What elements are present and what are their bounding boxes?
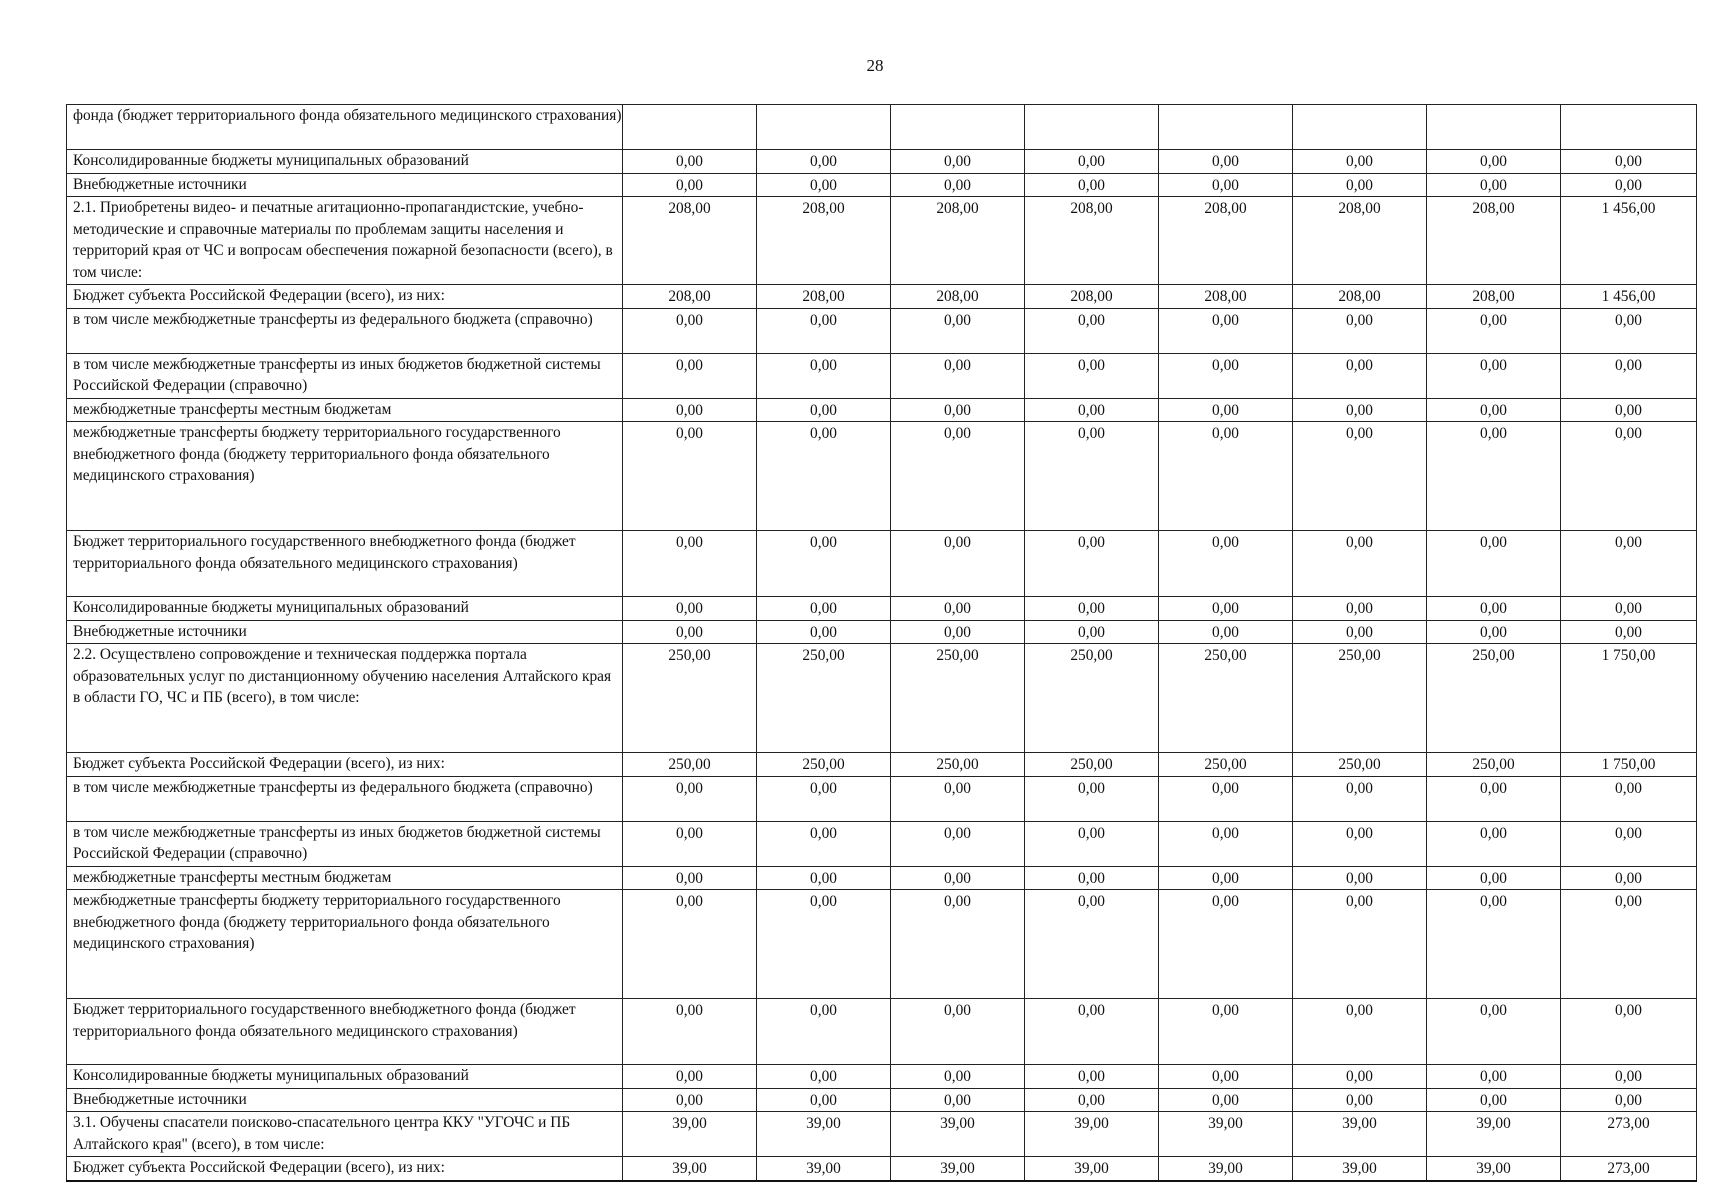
value-cell: 250,00 bbox=[891, 753, 1025, 777]
value-cell: 0,00 bbox=[891, 1065, 1025, 1089]
value-cell: 0,00 bbox=[1159, 1088, 1293, 1112]
value-cell: 39,00 bbox=[623, 1157, 757, 1181]
value-cell: 0,00 bbox=[757, 1088, 891, 1112]
value-cell: 0,00 bbox=[623, 620, 757, 644]
value-cell: 0,00 bbox=[891, 308, 1025, 353]
value-cell: 0,00 bbox=[1293, 776, 1427, 821]
table-row bbox=[67, 776, 1697, 821]
value-cell: 0,00 bbox=[1293, 398, 1427, 422]
value-cell: 0,00 bbox=[1159, 353, 1293, 398]
value-cell: 273,00 bbox=[1561, 1112, 1697, 1157]
value-cell: 39,00 bbox=[1025, 1112, 1159, 1157]
table-row bbox=[67, 1112, 1697, 1157]
table-row bbox=[67, 597, 1697, 621]
value-cell: 0,00 bbox=[1561, 597, 1697, 621]
value-cell: 0,00 bbox=[623, 422, 757, 531]
value-cell: 0,00 bbox=[1293, 173, 1427, 197]
value-cell: 0,00 bbox=[1159, 620, 1293, 644]
value-cell: 0,00 bbox=[757, 150, 891, 174]
value-cell: 0,00 bbox=[757, 308, 891, 353]
table-row bbox=[67, 821, 1697, 866]
table-row bbox=[67, 105, 1697, 150]
value-cell: 0,00 bbox=[1025, 620, 1159, 644]
value-cell: 0,00 bbox=[1427, 890, 1561, 999]
value-cell: 0,00 bbox=[1561, 999, 1697, 1065]
value-cell: 0,00 bbox=[623, 1065, 757, 1089]
table-row bbox=[67, 531, 1697, 597]
value-cell: 0,00 bbox=[1293, 353, 1427, 398]
value-cell: 0,00 bbox=[891, 173, 1025, 197]
table-row bbox=[67, 308, 1697, 353]
table-row bbox=[67, 150, 1697, 174]
value-cell: 0,00 bbox=[1427, 353, 1561, 398]
value-cell: 39,00 bbox=[757, 1157, 891, 1181]
value-cell: 0,00 bbox=[623, 776, 757, 821]
value-cell: 0,00 bbox=[623, 597, 757, 621]
value-cell: 1 456,00 bbox=[1561, 197, 1697, 285]
value-cell bbox=[1293, 105, 1427, 150]
value-cell: 0,00 bbox=[623, 866, 757, 890]
value-cell: 0,00 bbox=[1293, 999, 1427, 1065]
value-cell: 0,00 bbox=[1293, 890, 1427, 999]
value-cell: 0,00 bbox=[623, 173, 757, 197]
value-cell: 208,00 bbox=[1427, 197, 1561, 285]
value-cell: 0,00 bbox=[623, 821, 757, 866]
table-row bbox=[67, 753, 1697, 777]
value-cell: 0,00 bbox=[623, 531, 757, 597]
value-cell: 0,00 bbox=[891, 1088, 1025, 1112]
value-cell: 0,00 bbox=[1561, 776, 1697, 821]
value-cell: 0,00 bbox=[1025, 531, 1159, 597]
value-cell: 0,00 bbox=[1159, 821, 1293, 866]
value-cell: 0,00 bbox=[1427, 620, 1561, 644]
value-cell: 250,00 bbox=[891, 644, 1025, 753]
value-cell: 39,00 bbox=[1427, 1112, 1561, 1157]
value-cell: 0,00 bbox=[623, 398, 757, 422]
value-cell: 0,00 bbox=[1025, 597, 1159, 621]
table-row bbox=[67, 173, 1697, 197]
value-cell: 0,00 bbox=[1427, 866, 1561, 890]
value-cell: 250,00 bbox=[1025, 644, 1159, 753]
value-cell: 1 750,00 bbox=[1561, 644, 1697, 753]
table-row bbox=[67, 866, 1697, 890]
value-cell: 0,00 bbox=[1561, 1065, 1697, 1089]
value-cell: 0,00 bbox=[1561, 398, 1697, 422]
value-cell: 0,00 bbox=[1025, 776, 1159, 821]
value-cell: 0,00 bbox=[1561, 308, 1697, 353]
value-cell: 0,00 bbox=[757, 999, 891, 1065]
value-cell: 250,00 bbox=[757, 644, 891, 753]
row-label: межбюджетные трансферты бюджету территориального государственного внебюджетного фонда (бюджету территориального фонда обязательного медицинского страхования) bbox=[67, 422, 623, 531]
value-cell: 0,00 bbox=[757, 866, 891, 890]
value-cell: 250,00 bbox=[1159, 644, 1293, 753]
value-cell: 1 456,00 bbox=[1561, 285, 1697, 309]
value-cell: 0,00 bbox=[1159, 422, 1293, 531]
value-cell: 0,00 bbox=[891, 531, 1025, 597]
table-row bbox=[67, 999, 1697, 1065]
value-cell: 0,00 bbox=[1293, 1088, 1427, 1112]
row-label: Бюджет субъекта Российской Федерации (всего), из них: bbox=[67, 1157, 623, 1181]
value-cell bbox=[891, 105, 1025, 150]
value-cell: 0,00 bbox=[891, 597, 1025, 621]
value-cell: 0,00 bbox=[1427, 531, 1561, 597]
value-cell: 0,00 bbox=[1025, 308, 1159, 353]
value-cell: 0,00 bbox=[891, 422, 1025, 531]
value-cell: 208,00 bbox=[1025, 285, 1159, 309]
page-number: 28 bbox=[866, 56, 884, 75]
value-cell: 0,00 bbox=[1293, 866, 1427, 890]
value-cell: 0,00 bbox=[1427, 150, 1561, 174]
value-cell bbox=[757, 105, 891, 150]
row-label: Бюджет территориального государственного внебюджетного фонда (бюджет территориального фонда обязательного медицинского страхования) bbox=[67, 999, 623, 1065]
value-cell: 0,00 bbox=[757, 620, 891, 644]
value-cell: 0,00 bbox=[757, 776, 891, 821]
value-cell: 0,00 bbox=[1427, 422, 1561, 531]
value-cell: 250,00 bbox=[1159, 753, 1293, 777]
value-cell: 0,00 bbox=[757, 1065, 891, 1089]
value-cell: 39,00 bbox=[1159, 1157, 1293, 1181]
row-label: 2.2. Осуществлено сопровождение и техническая поддержка портала образовательных услуг по дистанционному обучению населения Алтайского края в области ГО, ЧС и ПБ (всего), в том числе: bbox=[67, 644, 623, 753]
table-row bbox=[67, 398, 1697, 422]
row-label: Консолидированные бюджеты муниципальных образований bbox=[67, 597, 623, 621]
value-cell: 0,00 bbox=[1427, 776, 1561, 821]
row-label: в том числе межбюджетные трансферты из федерального бюджета (справочно) bbox=[67, 308, 623, 353]
budget-table bbox=[66, 104, 1697, 1182]
value-cell: 208,00 bbox=[891, 285, 1025, 309]
row-label: в том числе межбюджетные трансферты из иных бюджетов бюджетной системы Российской Федерации (справочно) bbox=[67, 353, 623, 398]
value-cell: 0,00 bbox=[1427, 1088, 1561, 1112]
row-label: Внебюджетные источники bbox=[67, 1088, 623, 1112]
value-cell bbox=[1025, 105, 1159, 150]
value-cell: 0,00 bbox=[1293, 308, 1427, 353]
value-cell: 0,00 bbox=[1025, 173, 1159, 197]
value-cell: 39,00 bbox=[1427, 1157, 1561, 1181]
value-cell: 208,00 bbox=[1293, 285, 1427, 309]
value-cell bbox=[1427, 105, 1561, 150]
value-cell: 0,00 bbox=[623, 890, 757, 999]
value-cell: 0,00 bbox=[1561, 150, 1697, 174]
value-cell: 0,00 bbox=[891, 821, 1025, 866]
value-cell: 273,00 bbox=[1561, 1157, 1697, 1181]
value-cell: 0,00 bbox=[1427, 398, 1561, 422]
value-cell: 0,00 bbox=[1159, 999, 1293, 1065]
table-body bbox=[67, 105, 1697, 1181]
value-cell: 0,00 bbox=[757, 531, 891, 597]
value-cell: 39,00 bbox=[1159, 1112, 1293, 1157]
row-label: Консолидированные бюджеты муниципальных образований bbox=[67, 1065, 623, 1089]
value-cell: 250,00 bbox=[1427, 644, 1561, 753]
value-cell: 208,00 bbox=[1159, 285, 1293, 309]
value-cell: 0,00 bbox=[757, 353, 891, 398]
table-row bbox=[67, 1088, 1697, 1112]
value-cell: 39,00 bbox=[1025, 1157, 1159, 1181]
value-cell: 0,00 bbox=[1561, 173, 1697, 197]
value-cell: 0,00 bbox=[1025, 999, 1159, 1065]
value-cell: 0,00 bbox=[1159, 1065, 1293, 1089]
value-cell: 250,00 bbox=[757, 753, 891, 777]
value-cell: 39,00 bbox=[891, 1157, 1025, 1181]
row-label: Внебюджетные источники bbox=[67, 620, 623, 644]
table-row bbox=[67, 890, 1697, 999]
value-cell: 0,00 bbox=[1159, 866, 1293, 890]
table-row bbox=[67, 353, 1697, 398]
table-row bbox=[67, 285, 1697, 309]
value-cell: 0,00 bbox=[757, 821, 891, 866]
value-cell: 0,00 bbox=[757, 173, 891, 197]
value-cell: 0,00 bbox=[1561, 422, 1697, 531]
value-cell: 208,00 bbox=[757, 285, 891, 309]
value-cell: 0,00 bbox=[1025, 398, 1159, 422]
value-cell: 0,00 bbox=[1427, 1065, 1561, 1089]
value-cell: 0,00 bbox=[623, 308, 757, 353]
value-cell: 0,00 bbox=[1159, 173, 1293, 197]
value-cell: 0,00 bbox=[891, 353, 1025, 398]
value-cell: 0,00 bbox=[1561, 353, 1697, 398]
value-cell: 0,00 bbox=[891, 398, 1025, 422]
row-label: 2.1. Приобретены видео- и печатные агитационно-пропагандистские, учебно-методические и справочные материалы по проблемам защиты населения и территорий края от ЧС и вопросам обеспечения пожарной безопасности (всего), в том числе: bbox=[67, 197, 623, 285]
value-cell: 208,00 bbox=[623, 197, 757, 285]
value-cell: 0,00 bbox=[1025, 150, 1159, 174]
value-cell: 0,00 bbox=[623, 1088, 757, 1112]
value-cell: 39,00 bbox=[1293, 1157, 1427, 1181]
row-label: межбюджетные трансферты местным бюджетам bbox=[67, 866, 623, 890]
value-cell: 0,00 bbox=[891, 150, 1025, 174]
value-cell: 0,00 bbox=[623, 353, 757, 398]
value-cell: 0,00 bbox=[623, 150, 757, 174]
value-cell: 250,00 bbox=[1293, 644, 1427, 753]
value-cell: 0,00 bbox=[1025, 353, 1159, 398]
value-cell: 0,00 bbox=[1293, 620, 1427, 644]
table-row bbox=[67, 1065, 1697, 1089]
value-cell: 39,00 bbox=[891, 1112, 1025, 1157]
value-cell: 0,00 bbox=[1427, 999, 1561, 1065]
value-cell: 208,00 bbox=[623, 285, 757, 309]
value-cell: 0,00 bbox=[1159, 890, 1293, 999]
value-cell: 0,00 bbox=[891, 620, 1025, 644]
value-cell: 0,00 bbox=[891, 866, 1025, 890]
value-cell: 0,00 bbox=[1025, 821, 1159, 866]
value-cell: 0,00 bbox=[1561, 1088, 1697, 1112]
value-cell: 0,00 bbox=[1025, 422, 1159, 531]
value-cell bbox=[1159, 105, 1293, 150]
row-label: межбюджетные трансферты местным бюджетам bbox=[67, 398, 623, 422]
value-cell: 208,00 bbox=[1427, 285, 1561, 309]
value-cell: 0,00 bbox=[1025, 890, 1159, 999]
value-cell: 250,00 bbox=[623, 753, 757, 777]
value-cell: 0,00 bbox=[1293, 1065, 1427, 1089]
value-cell: 0,00 bbox=[1293, 531, 1427, 597]
value-cell: 39,00 bbox=[1293, 1112, 1427, 1157]
value-cell: 0,00 bbox=[1427, 821, 1561, 866]
value-cell: 208,00 bbox=[1293, 197, 1427, 285]
value-cell: 0,00 bbox=[1293, 422, 1427, 531]
value-cell: 0,00 bbox=[1427, 173, 1561, 197]
row-label: Бюджет субъекта Российской Федерации (всего), из них: bbox=[67, 285, 623, 309]
value-cell: 0,00 bbox=[1561, 890, 1697, 999]
value-cell bbox=[1561, 105, 1697, 150]
table-row bbox=[67, 644, 1697, 753]
row-label: фонда (бюджет территориального фонда обязательного медицинского страхования) bbox=[67, 105, 623, 150]
value-cell: 0,00 bbox=[757, 890, 891, 999]
value-cell: 208,00 bbox=[1025, 197, 1159, 285]
value-cell: 0,00 bbox=[1159, 150, 1293, 174]
table-row bbox=[67, 422, 1697, 531]
value-cell: 0,00 bbox=[1561, 620, 1697, 644]
value-cell: 0,00 bbox=[1293, 150, 1427, 174]
value-cell: 250,00 bbox=[1293, 753, 1427, 777]
row-label: межбюджетные трансферты бюджету территориального государственного внебюджетного фонда (бюджету территориального фонда обязательного медицинского страхования) bbox=[67, 890, 623, 999]
value-cell: 0,00 bbox=[1427, 597, 1561, 621]
value-cell: 0,00 bbox=[1025, 866, 1159, 890]
value-cell: 0,00 bbox=[623, 999, 757, 1065]
value-cell: 208,00 bbox=[891, 197, 1025, 285]
row-label: в том числе межбюджетные трансферты из иных бюджетов бюджетной системы Российской Федерации (справочно) bbox=[67, 821, 623, 866]
value-cell: 0,00 bbox=[1159, 597, 1293, 621]
value-cell: 250,00 bbox=[1025, 753, 1159, 777]
value-cell: 0,00 bbox=[1561, 866, 1697, 890]
value-cell: 0,00 bbox=[1561, 531, 1697, 597]
value-cell: 250,00 bbox=[1427, 753, 1561, 777]
value-cell: 1 750,00 bbox=[1561, 753, 1697, 777]
value-cell: 0,00 bbox=[1159, 398, 1293, 422]
value-cell: 0,00 bbox=[757, 422, 891, 531]
value-cell: 250,00 bbox=[623, 644, 757, 753]
value-cell: 0,00 bbox=[1293, 821, 1427, 866]
value-cell: 0,00 bbox=[1159, 531, 1293, 597]
value-cell: 0,00 bbox=[757, 398, 891, 422]
value-cell: 0,00 bbox=[891, 890, 1025, 999]
value-cell: 0,00 bbox=[1159, 308, 1293, 353]
value-cell: 208,00 bbox=[757, 197, 891, 285]
row-label: Внебюджетные источники bbox=[67, 173, 623, 197]
value-cell: 0,00 bbox=[1427, 308, 1561, 353]
value-cell: 0,00 bbox=[757, 597, 891, 621]
row-label: 3.1. Обучены спасатели поисково-спасательного центра ККУ "УГОЧС и ПБ Алтайского края" (всего), в том числе: bbox=[67, 1112, 623, 1157]
value-cell: 208,00 bbox=[1159, 197, 1293, 285]
table-row bbox=[67, 620, 1697, 644]
value-cell bbox=[623, 105, 757, 150]
table-row bbox=[67, 197, 1697, 285]
value-cell: 39,00 bbox=[757, 1112, 891, 1157]
value-cell: 0,00 bbox=[1293, 597, 1427, 621]
value-cell: 0,00 bbox=[891, 776, 1025, 821]
value-cell: 0,00 bbox=[1159, 776, 1293, 821]
value-cell: 0,00 bbox=[1025, 1065, 1159, 1089]
value-cell: 39,00 bbox=[623, 1112, 757, 1157]
value-cell: 0,00 bbox=[891, 999, 1025, 1065]
row-label: Бюджет субъекта Российской Федерации (всего), из них: bbox=[67, 753, 623, 777]
table-row bbox=[67, 1157, 1697, 1181]
row-label: Консолидированные бюджеты муниципальных образований bbox=[67, 150, 623, 174]
row-label: в том числе межбюджетные трансферты из федерального бюджета (справочно) bbox=[67, 776, 623, 821]
value-cell: 0,00 bbox=[1561, 821, 1697, 866]
value-cell: 0,00 bbox=[1025, 1088, 1159, 1112]
row-label: Бюджет территориального государственного внебюджетного фонда (бюджет территориального фонда обязательного медицинского страхования) bbox=[67, 531, 623, 597]
